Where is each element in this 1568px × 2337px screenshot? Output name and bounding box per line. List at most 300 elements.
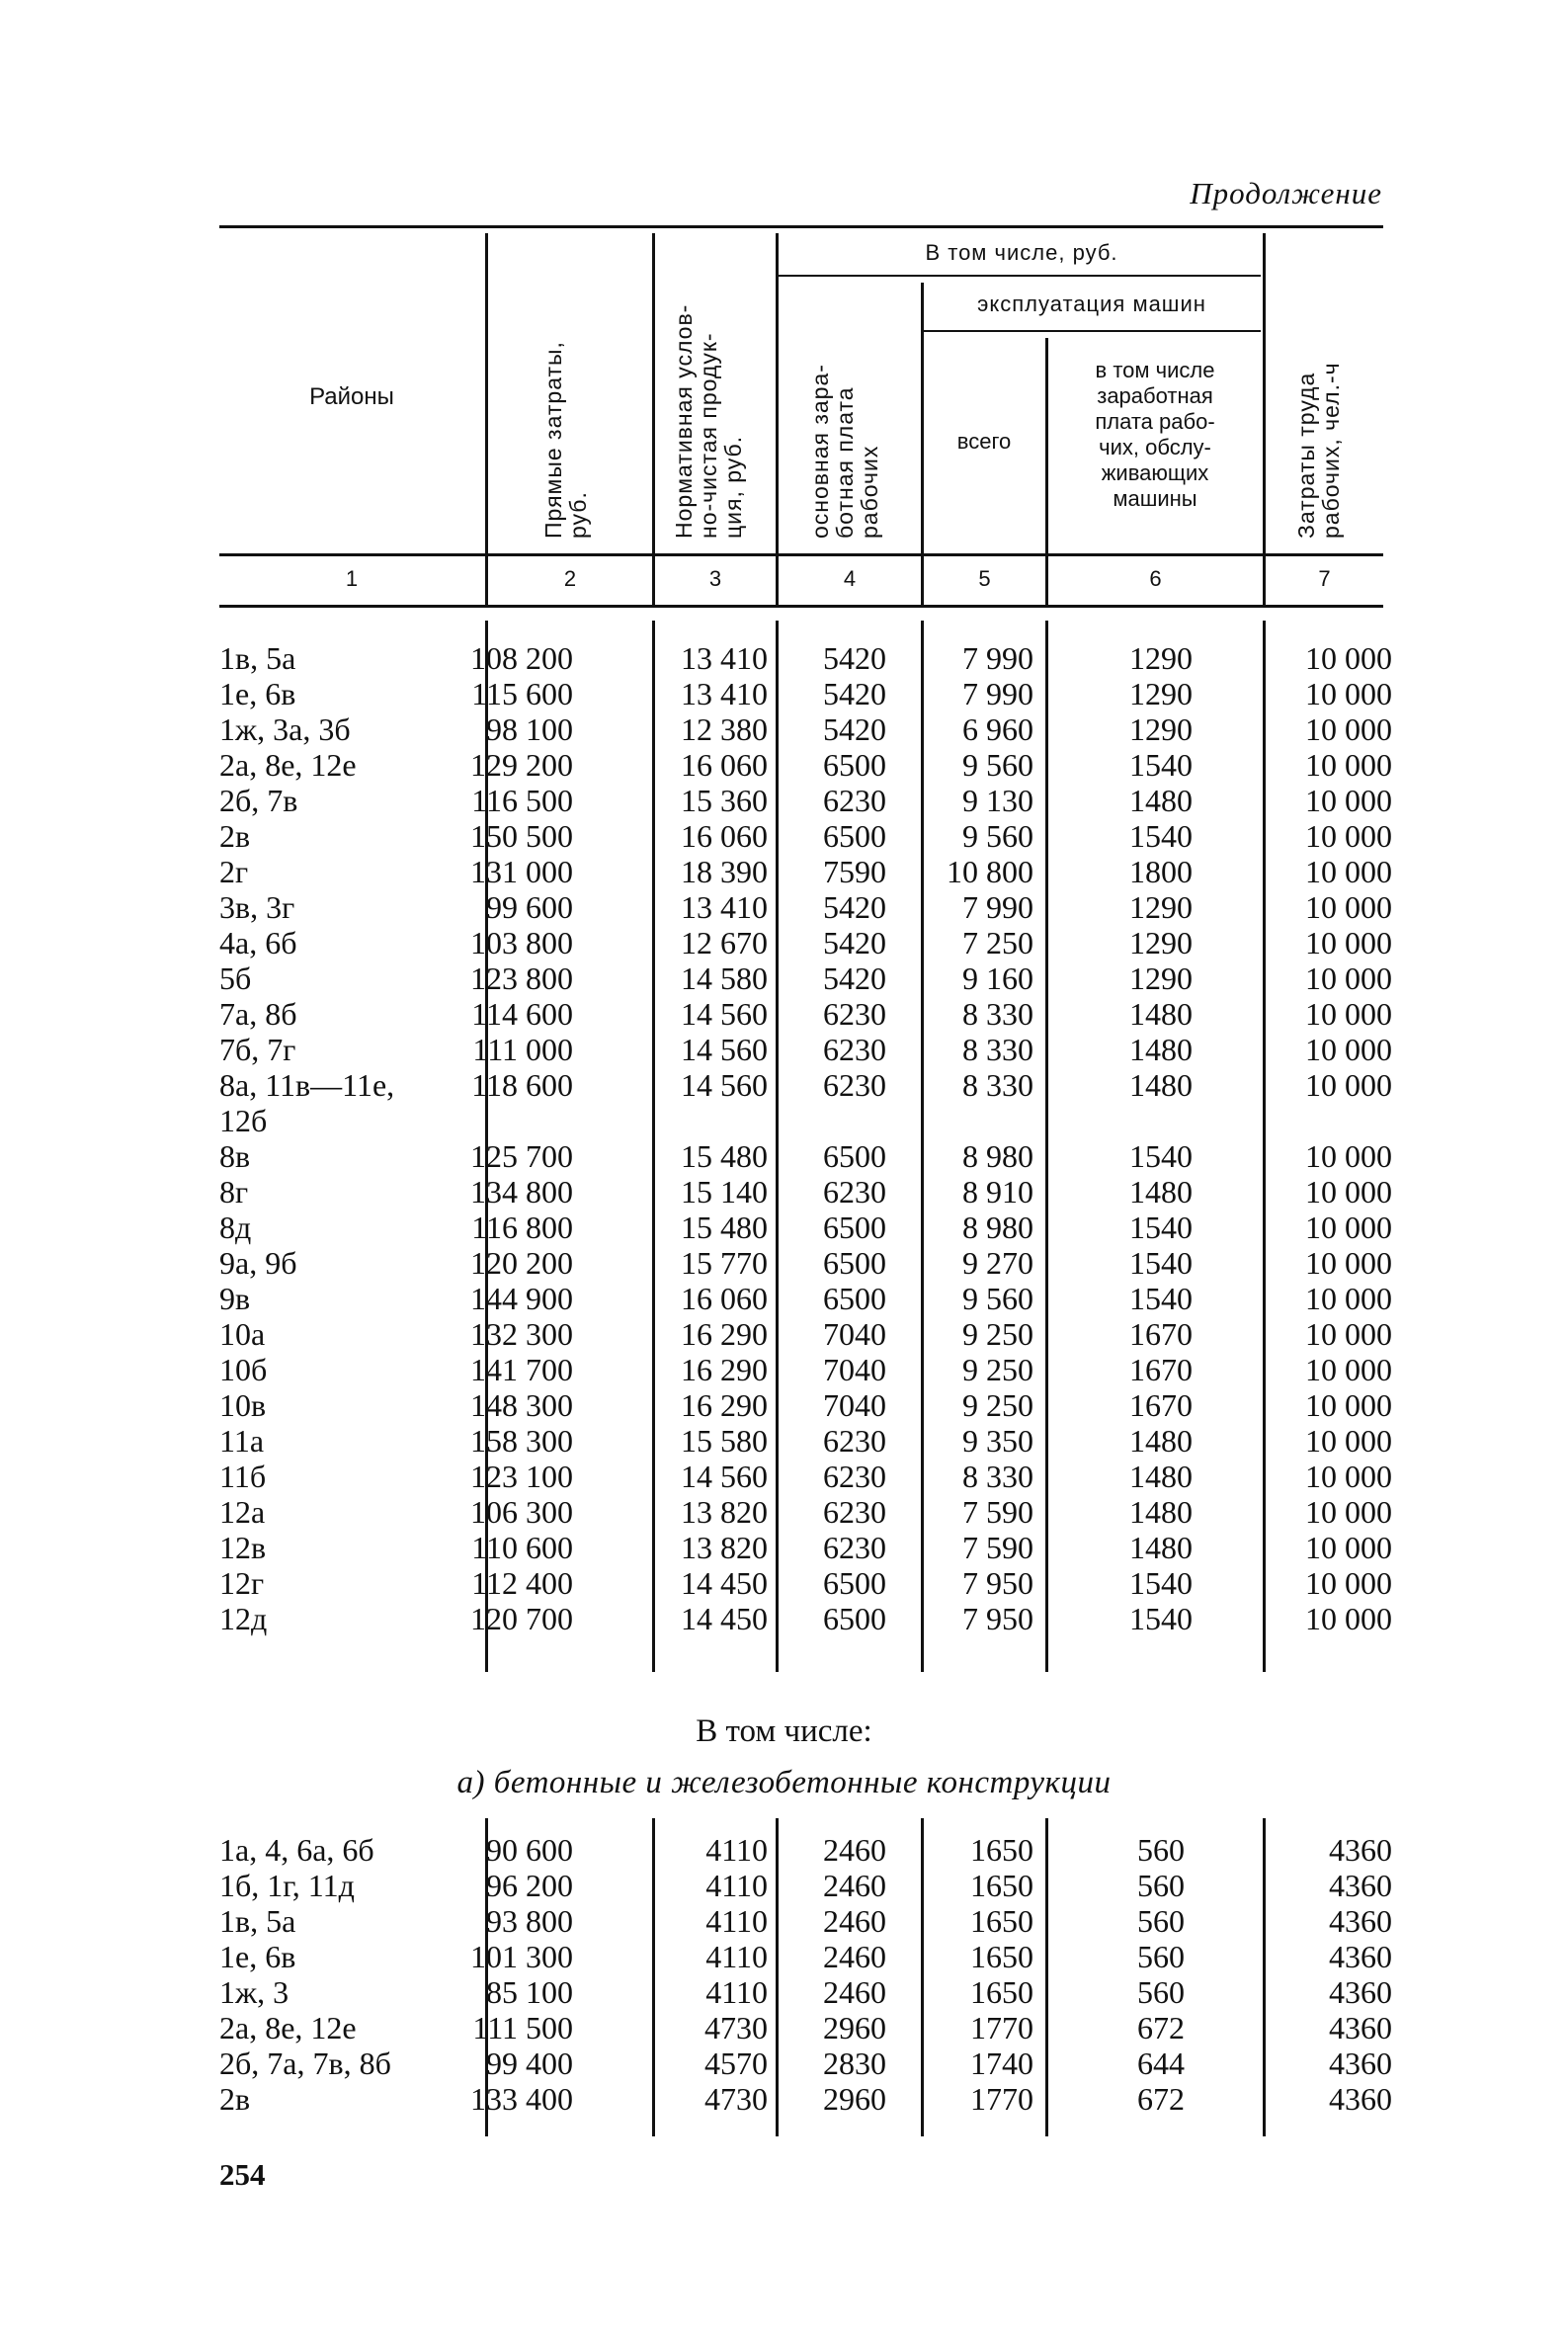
base-wage-cell: 6230 [823,1530,886,1565]
table-row [0,1352,1568,1387]
direct-costs-cell: 125 700 [470,1138,573,1174]
direct-costs-cell: 112 400 [471,1565,573,1601]
header-sep-2 [652,233,655,605]
column-number-7: 7 [1318,566,1331,591]
header-top-rule [219,225,1383,228]
table-row [0,1387,1568,1423]
labor-costs-cell: 10 000 [1305,925,1392,960]
direct-costs-cell: 120 200 [470,1245,573,1281]
table-row [0,783,1568,818]
machines-wage-cell: 1540 [1129,1138,1193,1174]
machines-wage-cell: 1540 [1129,1210,1193,1245]
base-wage-cell: 6230 [823,783,886,818]
header-regions: Районы [309,383,394,410]
normative-product-cell: 14 560 [681,1067,768,1103]
normative-product-cell: 13 410 [681,889,768,925]
machines-total-cell: 9 270 [962,1245,1033,1281]
column-number-6: 6 [1149,566,1162,591]
normative-product-cell: 16 060 [681,818,768,854]
table-row [0,747,1568,783]
header-group-including: В том числе, руб. [925,240,1118,265]
machines-total-cell: 1650 [970,1974,1033,2010]
region-cell: 12а [219,1494,266,1530]
machines-wage-cell: 1290 [1129,640,1193,676]
normative-product-cell: 12 380 [681,711,768,747]
normative-product-cell: 13 820 [681,1494,768,1530]
machines-total-cell: 9 250 [962,1387,1033,1423]
machines-wage-cell: 1290 [1129,676,1193,711]
header-machines-wage-text: в том числе заработная плата рабо- чих, обслу- живающих машины [1095,358,1215,511]
labor-costs-cell: 10 000 [1305,1067,1392,1103]
direct-costs-cell: 132 300 [470,1316,573,1352]
direct-costs-cell: 85 100 [486,1974,573,2010]
normative-product-cell: 4110 [705,1939,768,1974]
table-row [0,1530,1568,1565]
direct-costs-cell: 158 300 [470,1423,573,1459]
normative-product-cell: 15 480 [681,1138,768,1174]
labor-costs-cell: 10 000 [1305,783,1392,818]
direct-costs-cell: 101 300 [470,1939,573,1974]
direct-costs-cell: 148 300 [470,1387,573,1423]
machines-total-cell: 9 560 [962,818,1033,854]
base-wage-cell: 2460 [823,1868,886,1903]
machines-total-cell: 7 590 [962,1494,1033,1530]
region-cell: 8в [219,1138,251,1174]
base-wage-cell: 2960 [823,2081,886,2117]
page-number: 254 [219,2157,266,2192]
normative-product-cell: 15 580 [681,1423,768,1459]
region-cell: 9а, 9б [219,1245,297,1281]
base-wage-cell: 2960 [823,2010,886,2045]
region-cell: 2г [219,854,249,889]
table-row [0,640,1568,676]
machines-total-cell: 9 160 [962,960,1033,996]
machines-wage-cell: 560 [1137,1974,1185,2010]
header-machines-total: всего [956,429,1012,454]
direct-costs-cell: 123 800 [470,960,573,996]
region-cell: 11а [219,1423,265,1459]
header-sep-6 [1263,233,1266,605]
table-row [0,818,1568,854]
table-row [0,1494,1568,1530]
machines-total-cell: 7 990 [962,889,1033,925]
column-number-1: 1 [345,566,359,591]
labor-costs-cell: 10 000 [1305,889,1392,925]
machines-wage-cell: 1670 [1129,1316,1193,1352]
table-row [0,1210,1568,1245]
base-wage-cell: 6500 [823,818,886,854]
machines-wage-cell: 560 [1137,1868,1185,1903]
machines-total-cell: 8 330 [962,996,1033,1032]
labor-costs-cell: 4360 [1329,2045,1392,2081]
direct-costs-cell: 115 600 [471,676,573,711]
table-row [0,1601,1568,1636]
machines-wage-cell: 1540 [1129,747,1193,783]
region-cell: 12в [219,1530,267,1565]
normative-product-cell: 14 450 [681,1601,768,1636]
region-cell: 8д [219,1210,252,1245]
machines-total-cell: 7 950 [962,1565,1033,1601]
region-cell: 8а, 11в—11е, [219,1067,395,1103]
normative-product-cell: 16 290 [681,1387,768,1423]
normative-product-cell: 4730 [704,2081,768,2117]
direct-costs-cell: 144 900 [470,1281,573,1316]
machines-total-cell: 1650 [970,1903,1033,1939]
table-row [0,1459,1568,1494]
direct-costs-cell: 108 200 [470,640,573,676]
region-cell: 12г [219,1565,265,1601]
direct-costs-cell: 141 700 [470,1352,573,1387]
normative-product-cell: 4570 [704,2045,768,2081]
subtable-row [0,1868,1568,1903]
machines-wage-cell: 1670 [1129,1387,1193,1423]
labor-costs-cell: 10 000 [1305,1565,1392,1601]
labor-costs-cell: 4360 [1329,2081,1392,2117]
group-rule [779,275,1261,277]
base-wage-cell: 6500 [823,1210,886,1245]
machines-total-cell: 8 330 [962,1067,1033,1103]
machines-wage-cell: 1480 [1129,1423,1193,1459]
direct-costs-cell: 99 600 [486,889,573,925]
machines-total-cell: 1650 [970,1939,1033,1974]
machines-wage-cell: 1540 [1129,1601,1193,1636]
base-wage-cell: 6500 [823,1245,886,1281]
table-row [0,1174,1568,1210]
subtable-row [0,1903,1568,1939]
machines-total-cell: 1650 [970,1868,1033,1903]
region-cell: 3в, 3г [219,889,295,925]
header-direct-costs: Прямые затраты, руб. [540,341,591,539]
direct-costs-cell: 114 600 [471,996,573,1032]
machines-total-cell: 8 910 [962,1174,1033,1210]
labor-costs-cell: 10 000 [1305,1174,1392,1210]
base-wage-cell: 5420 [823,711,886,747]
machines-total-cell: 1770 [970,2081,1033,2117]
machines-wage-cell: 1290 [1129,711,1193,747]
normative-product-cell: 18 390 [681,854,768,889]
continuation-label: Продолжение [1190,176,1382,210]
direct-costs-cell: 134 800 [470,1174,573,1210]
table-row [0,1032,1568,1067]
column-number-5: 5 [978,566,991,591]
normative-product-cell: 4110 [705,1974,768,2010]
machines-total-cell: 8 330 [962,1459,1033,1494]
machines-total-cell: 9 560 [962,747,1033,783]
region-cell: 8г [219,1174,249,1210]
normative-product-cell: 4110 [705,1832,768,1868]
base-wage-cell: 6230 [823,1423,886,1459]
base-wage-cell: 6230 [823,1459,886,1494]
direct-costs-cell: 150 500 [470,818,573,854]
machines-total-cell: 1770 [970,2010,1033,2045]
base-wage-cell: 5420 [823,925,886,960]
region-cell: 2а, 8е, 12е [219,747,357,783]
machines-rule [923,330,1261,332]
table-row [0,1067,1568,1103]
base-wage-cell: 6500 [823,747,886,783]
region-cell: 2б, 7в [219,783,298,818]
direct-costs-cell: 98 100 [486,711,573,747]
machines-wage-cell: 1480 [1129,783,1193,818]
labor-costs-cell: 4360 [1329,1974,1392,2010]
normative-product-cell: 14 580 [681,960,768,996]
labor-costs-cell: 10 000 [1305,1530,1392,1565]
base-wage-cell: 6230 [823,996,886,1032]
region-cell: 5б [219,960,252,996]
base-wage-cell: 2460 [823,1903,886,1939]
table-row [0,711,1568,747]
labor-costs-cell: 10 000 [1305,854,1392,889]
machines-wage-cell: 1670 [1129,1352,1193,1387]
labor-costs-cell: 10 000 [1305,1032,1392,1067]
normative-product-cell: 16 060 [681,1281,768,1316]
subsection-caption: а) бетонные и железобетонные конструкции [456,1765,1112,1800]
labor-costs-cell: 10 000 [1305,1210,1392,1245]
machines-total-cell: 7 950 [962,1601,1033,1636]
region-cell: 2а, 8е, 12е [219,2010,357,2045]
machines-total-cell: 9 130 [962,783,1033,818]
region-cell: 1а, 4, 6а, 6б [219,1832,374,1868]
base-wage-cell: 6500 [823,1281,886,1316]
direct-costs-cell: 103 800 [470,925,573,960]
normative-product-cell: 15 360 [681,783,768,818]
labor-costs-cell: 10 000 [1305,1245,1392,1281]
header-normative-product: Нормативная услов- но-чистая продук- ция, руб. [671,303,746,539]
region-cell: 1б, 1г, 11д [219,1868,355,1903]
machines-wage-cell: 1480 [1129,996,1193,1032]
labor-costs-cell: 4360 [1329,1868,1392,1903]
labor-costs-cell: 10 000 [1305,747,1392,783]
direct-costs-cell: 116 800 [471,1210,573,1245]
base-wage-cell: 6500 [823,1601,886,1636]
subsection-title: В том числе: [696,1713,872,1749]
table-row [0,1138,1568,1174]
machines-total-cell: 9 250 [962,1352,1033,1387]
machines-wage-cell: 1800 [1129,854,1193,889]
normative-product-cell: 15 770 [681,1245,768,1281]
machines-wage-cell: 1480 [1129,1530,1193,1565]
labor-costs-cell: 10 000 [1305,1281,1392,1316]
direct-costs-cell: 93 800 [486,1903,573,1939]
normative-product-cell: 4110 [705,1903,768,1939]
base-wage-cell: 7040 [823,1352,886,1387]
machines-wage-cell: 1480 [1129,1494,1193,1530]
base-wage-cell: 6230 [823,1174,886,1210]
labor-costs-cell: 10 000 [1305,1494,1392,1530]
table-row-continuation [0,1103,1568,1138]
table-row [0,925,1568,960]
machines-wage-cell: 672 [1137,2010,1185,2045]
base-wage-cell: 7590 [823,854,886,889]
normative-product-cell: 15 480 [681,1210,768,1245]
machines-wage-cell: 1480 [1129,1067,1193,1103]
labor-costs-cell: 10 000 [1305,1601,1392,1636]
table-row [0,854,1568,889]
region-cell-continuation: 12б [219,1103,268,1138]
normative-product-cell: 4730 [704,2010,768,2045]
machines-wage-cell: 1540 [1129,1565,1193,1601]
region-cell: 2б, 7а, 7в, 8б [219,2045,391,2081]
number-row-rule [219,605,1383,608]
region-cell: 1ж, 3а, 3б [219,711,351,747]
region-cell: 7а, 8б [219,996,297,1032]
base-wage-cell: 7040 [823,1316,886,1352]
region-cell: 10а [219,1316,266,1352]
normative-product-cell: 13 410 [681,640,768,676]
subtable-row [0,2081,1568,2117]
machines-wage-cell: 1290 [1129,960,1193,996]
header-bottom-rule [219,553,1383,556]
direct-costs-cell: 133 400 [470,2081,573,2117]
normative-product-cell: 13 820 [681,1530,768,1565]
region-cell: 12д [219,1601,268,1636]
labor-costs-cell: 10 000 [1305,960,1392,996]
column-number-3: 3 [708,566,722,591]
direct-costs-cell: 99 400 [486,2045,573,2081]
base-wage-cell: 2460 [823,1974,886,2010]
base-wage-cell: 5420 [823,640,886,676]
machines-wage-cell: 644 [1137,2045,1185,2081]
normative-product-cell: 12 670 [681,925,768,960]
subtable-row [0,1974,1568,2010]
direct-costs-cell: 123 100 [470,1459,573,1494]
direct-costs-cell: 131 000 [470,854,573,889]
table-row [0,1245,1568,1281]
normative-product-cell: 14 560 [681,996,768,1032]
base-wage-cell: 6500 [823,1565,886,1601]
base-wage-cell: 2460 [823,1832,886,1868]
column-number-2: 2 [563,566,577,591]
labor-costs-cell: 10 000 [1305,640,1392,676]
labor-costs-cell: 4360 [1329,1832,1392,1868]
direct-costs-cell: 111 000 [472,1032,573,1067]
labor-costs-cell: 10 000 [1305,1316,1392,1352]
table-row [0,1281,1568,1316]
table-row [0,676,1568,711]
machines-wage-cell: 1480 [1129,1459,1193,1494]
machines-wage-cell: 560 [1137,1832,1185,1868]
region-cell: 1в, 5а [219,1903,296,1939]
labor-costs-cell: 4360 [1329,1903,1392,1939]
header-machines-wage [1049,358,1261,512]
direct-costs-cell: 111 500 [472,2010,573,2045]
table-row [0,1316,1568,1352]
subtable-row [0,1832,1568,1868]
machines-wage-cell: 1540 [1129,1281,1193,1316]
direct-costs-cell: 129 200 [470,747,573,783]
machines-total-cell: 1650 [970,1832,1033,1868]
machines-wage-cell: 1480 [1129,1174,1193,1210]
normative-product-cell: 14 560 [681,1032,768,1067]
machines-total-cell: 7 990 [962,676,1033,711]
labor-costs-cell: 10 000 [1305,676,1392,711]
machines-wage-cell: 672 [1137,2081,1185,2117]
base-wage-cell: 6230 [823,1067,886,1103]
region-cell: 10б [219,1352,268,1387]
region-cell: 10в [219,1387,267,1423]
machines-wage-cell: 1540 [1129,1245,1193,1281]
normative-product-cell: 15 140 [681,1174,768,1210]
direct-costs-cell: 110 600 [471,1530,573,1565]
labor-costs-cell: 10 000 [1305,996,1392,1032]
table-row [0,1565,1568,1601]
subtable-row [0,2045,1568,2081]
machines-wage-cell: 560 [1137,1903,1185,1939]
region-cell: 2в [219,2081,251,2117]
region-cell: 2в [219,818,251,854]
table-row [0,996,1568,1032]
machines-total-cell: 9 350 [962,1423,1033,1459]
machines-total-cell: 9 250 [962,1316,1033,1352]
labor-costs-cell: 4360 [1329,2010,1392,2045]
machines-wage-cell: 1480 [1129,1032,1193,1067]
machines-wage-cell: 1290 [1129,889,1193,925]
header-sep-1 [485,233,488,605]
direct-costs-cell: 106 300 [470,1494,573,1530]
base-wage-cell: 5420 [823,889,886,925]
labor-costs-cell: 10 000 [1305,1352,1392,1387]
table-row [0,889,1568,925]
machines-wage-cell: 1540 [1129,818,1193,854]
region-cell: 1ж, 3 [219,1974,289,2010]
normative-product-cell: 14 450 [681,1565,768,1601]
normative-product-cell: 4110 [705,1868,768,1903]
machines-total-cell: 7 990 [962,640,1033,676]
labor-costs-cell: 10 000 [1305,1387,1392,1423]
base-wage-cell: 2460 [823,1939,886,1974]
machines-total-cell: 6 960 [962,711,1033,747]
base-wage-cell: 7040 [823,1387,886,1423]
machines-total-cell: 8 980 [962,1210,1033,1245]
direct-costs-cell: 120 700 [470,1601,573,1636]
machines-total-cell: 8 330 [962,1032,1033,1067]
direct-costs-cell: 90 600 [486,1832,573,1868]
column-number-4: 4 [843,566,857,591]
region-cell: 9в [219,1281,251,1316]
normative-product-cell: 16 290 [681,1352,768,1387]
region-cell: 4а, 6б [219,925,297,960]
machines-total-cell: 10 800 [947,854,1033,889]
header-machine-operation: эксплуатация машин [977,292,1206,316]
base-wage-cell: 6230 [823,1032,886,1067]
labor-costs-cell: 10 000 [1305,818,1392,854]
region-cell: 1в, 5а [219,640,296,676]
subtable-row [0,1939,1568,1974]
machines-total-cell: 1740 [970,2045,1033,2081]
normative-product-cell: 16 290 [681,1316,768,1352]
machines-total-cell: 7 590 [962,1530,1033,1565]
labor-costs-cell: 10 000 [1305,1138,1392,1174]
subtable-row [0,2010,1568,2045]
base-wage-cell: 5420 [823,676,886,711]
machines-total-cell: 9 560 [962,1281,1033,1316]
table-row [0,960,1568,996]
direct-costs-cell: 96 200 [486,1868,573,1903]
labor-costs-cell: 10 000 [1305,1423,1392,1459]
header-sep-5 [1045,338,1048,605]
region-cell: 1е, 6в [219,1939,296,1974]
header-sep-3 [776,233,779,605]
normative-product-cell: 16 060 [681,747,768,783]
header-base-wage: основная зара- ботная плата рабочих [807,364,882,539]
base-wage-cell: 6500 [823,1138,886,1174]
table-row [0,1423,1568,1459]
direct-costs-cell: 116 500 [471,783,573,818]
normative-product-cell: 14 560 [681,1459,768,1494]
machines-total-cell: 7 250 [962,925,1033,960]
region-cell: 1е, 6в [219,676,296,711]
header-labor-costs: Затраты труда рабочих, чел.-ч [1293,362,1344,539]
